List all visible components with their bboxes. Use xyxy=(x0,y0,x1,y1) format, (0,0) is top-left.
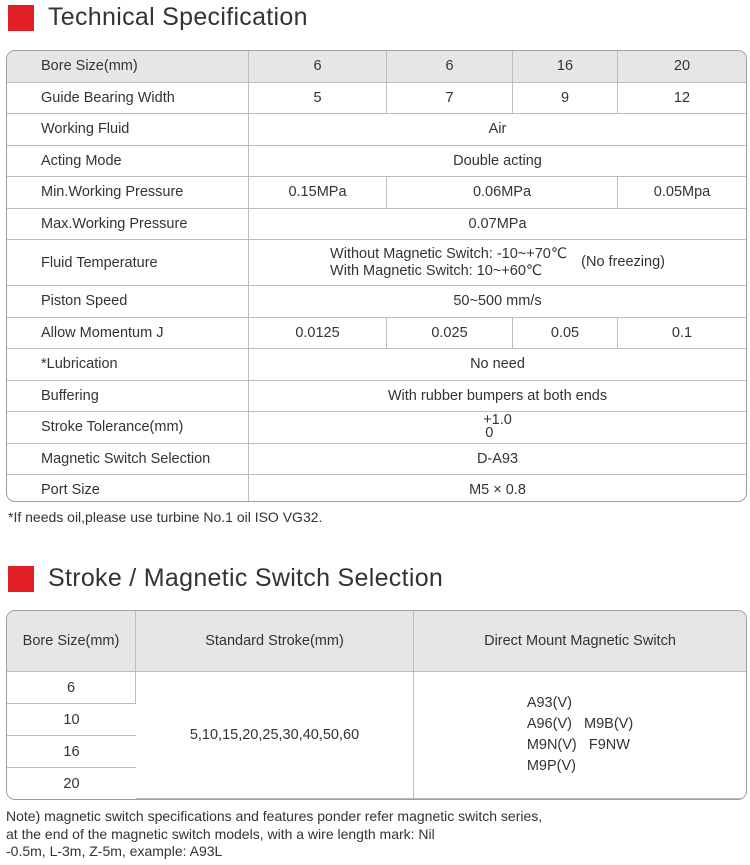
cell: 50~500 mm/s xyxy=(249,286,746,318)
tech-spec-heading xyxy=(8,3,308,32)
row-label: Piston Speed xyxy=(7,286,249,318)
spec-table xyxy=(7,51,746,502)
cell: D-A93 xyxy=(249,444,746,476)
table-row xyxy=(7,444,746,476)
cell: 7 xyxy=(387,83,513,115)
row-label: Stroke Tolerance(mm) xyxy=(7,412,249,444)
table-row xyxy=(7,412,746,444)
stroke-selection-heading xyxy=(8,564,443,593)
red-square-icon xyxy=(8,566,34,592)
switch-line: M9P(V) xyxy=(526,758,576,774)
row-label: Bore Size(mm) xyxy=(7,51,249,83)
cell xyxy=(249,412,746,444)
row-label: Port Size xyxy=(7,475,249,502)
column-header: Standard Stroke(mm) xyxy=(136,611,414,672)
table-row xyxy=(7,240,746,286)
table-row xyxy=(7,381,746,413)
table-row xyxy=(7,177,746,209)
stroke-table xyxy=(7,611,746,799)
standard-stroke-cell: 5,10,15,20,25,30,40,50,60 xyxy=(136,672,414,799)
column-header: Bore Size(mm) xyxy=(7,611,136,672)
stroke-table-container xyxy=(6,610,747,800)
cell: 0.15MPa xyxy=(249,177,387,209)
table-row xyxy=(7,349,746,381)
cell: 0.1 xyxy=(618,318,746,350)
row-label: Min.Working Pressure xyxy=(7,177,249,209)
cell: 0.05 xyxy=(513,318,618,350)
row-label: Allow Momentum J xyxy=(7,318,249,350)
switch-cell xyxy=(414,672,746,799)
cell: 20 xyxy=(618,51,746,83)
cell: 0.0125 xyxy=(249,318,387,350)
row-label: Magnetic Switch Selection xyxy=(7,444,249,476)
bore-cell: 6 xyxy=(7,672,136,704)
row-label: Working Fluid xyxy=(7,114,249,146)
row-label: Buffering xyxy=(7,381,249,413)
table-row xyxy=(7,83,746,115)
table-row xyxy=(7,146,746,178)
switch-note xyxy=(6,808,746,861)
tolerance-upper: +1.0 xyxy=(483,411,512,428)
cell: 5 xyxy=(249,83,387,115)
table-row xyxy=(7,209,746,241)
cell: 0.05Mpa xyxy=(618,177,746,209)
section-title: Stroke / Magnetic Switch Selection xyxy=(48,564,444,592)
cell: 16 xyxy=(513,51,618,83)
cell: 6 xyxy=(249,51,387,83)
table-row xyxy=(7,475,746,502)
red-square-icon xyxy=(8,5,34,31)
cell: 0.06MPa xyxy=(387,177,618,209)
switch-line: M9N(V) F9NW xyxy=(526,737,630,753)
switch-list xyxy=(527,693,633,777)
switch-line: A93(V) xyxy=(526,695,572,711)
table-header-row xyxy=(7,611,746,672)
temperature-note: (No freezing) xyxy=(581,254,665,270)
bore-cell: 20 xyxy=(63,775,80,792)
cell: 0.025 xyxy=(387,318,513,350)
table-row xyxy=(7,114,746,146)
row-label: Guide Bearing Width xyxy=(7,83,249,115)
spec-table-container xyxy=(6,50,747,502)
column-header: Direct Mount Magnetic Switch xyxy=(414,611,746,672)
table-row xyxy=(7,51,746,83)
switch-line: A96(V) M9B(V) xyxy=(526,716,634,732)
temperature-line: Without Magnetic Switch: -10~+70℃ xyxy=(330,245,568,262)
tolerance-value xyxy=(483,411,512,441)
cell: 9 xyxy=(513,83,618,115)
note-line: Note) magnetic switch specifications and features ponder refer magnetic switch series, xyxy=(6,808,543,824)
bore-cell: 10 xyxy=(7,704,136,736)
temperature-line: With Magnetic Switch: 10~+60℃ xyxy=(330,262,543,279)
temperature-value xyxy=(330,246,665,280)
section-title: Technical Specification xyxy=(48,3,308,31)
temperature-lines xyxy=(330,246,567,280)
table-row xyxy=(7,672,746,704)
cell: With rubber bumpers at both ends xyxy=(249,381,746,413)
cell: Air xyxy=(249,114,746,146)
cell: M5 × 0.8 xyxy=(469,482,526,499)
table-row xyxy=(7,318,746,350)
note-line: at the end of the magnetic switch models, with a wire length mark: Nil xyxy=(6,825,435,842)
cell: 6 xyxy=(387,51,513,83)
cell xyxy=(249,240,746,286)
row-label: Acting Mode xyxy=(7,146,249,178)
oil-footnote: *If needs oil,please use turbine No.1 oil ISO VG32. xyxy=(8,509,323,525)
cell: 12 xyxy=(618,83,746,115)
row-label: Max.Working Pressure xyxy=(7,209,249,241)
note-line: -0.5m, L-3m, Z-5m, example: A93L xyxy=(6,843,223,859)
row-label: Fluid Temperature xyxy=(7,240,249,286)
cell: No need xyxy=(249,349,746,381)
tolerance-lower: 0 xyxy=(485,424,494,441)
bore-cell: 16 xyxy=(7,736,136,768)
row-label: *Lubrication xyxy=(7,349,249,381)
cell: 0.07MPa xyxy=(249,209,746,241)
cell: Double acting xyxy=(249,146,746,178)
table-row xyxy=(7,286,746,318)
